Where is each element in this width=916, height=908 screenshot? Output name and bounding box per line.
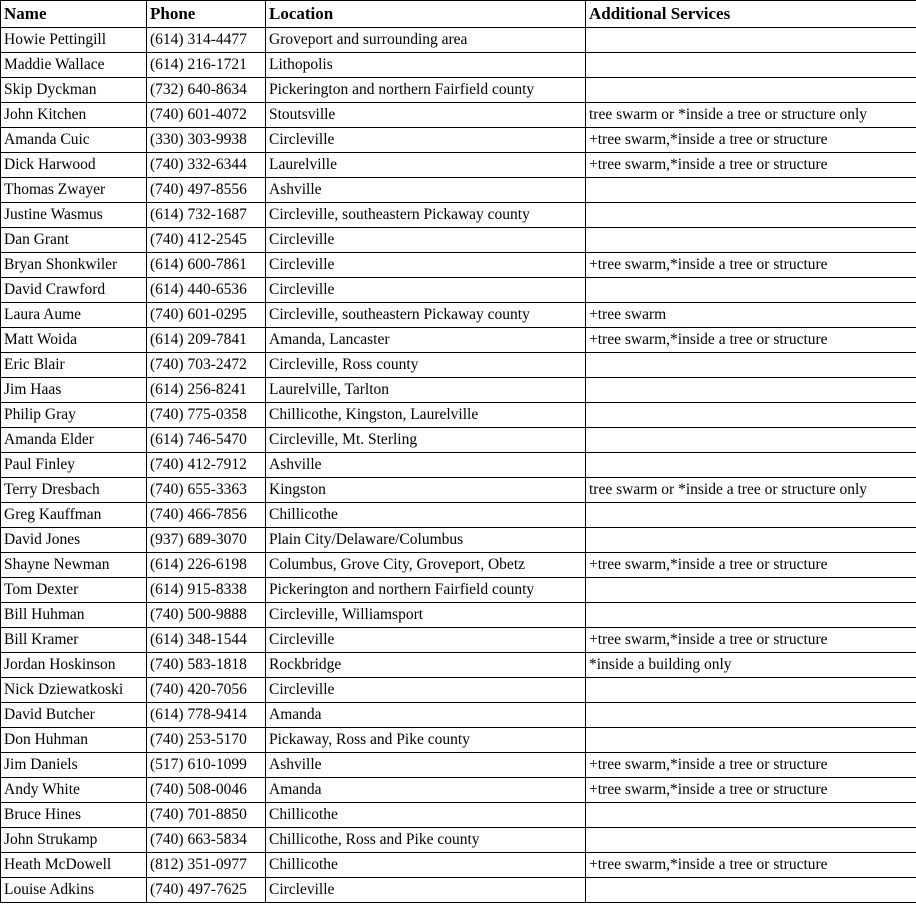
name-cell: David Crawford xyxy=(1,278,147,303)
services-cell xyxy=(586,403,916,428)
phone-cell: (740) 466-7856 xyxy=(147,503,266,528)
phone-cell: (614) 348-1544 xyxy=(147,628,266,653)
services-cell: tree swarm or *inside a tree or structure only xyxy=(586,478,916,503)
phone-cell: (740) 663-5834 xyxy=(147,828,266,853)
location-cell: Amanda, Lancaster xyxy=(266,328,586,353)
services-cell: +tree swarm xyxy=(586,303,916,328)
name-cell: Bill Kramer xyxy=(1,628,147,653)
table-row xyxy=(1,253,916,278)
table-row xyxy=(1,753,916,778)
location-cell: Pickaway, Ross and Pike county xyxy=(266,728,586,753)
name-cell: Don Huhman xyxy=(1,728,147,753)
location-cell: Plain City/Delaware/Columbus xyxy=(266,528,586,553)
table-row xyxy=(1,78,916,103)
location-cell: Circleville xyxy=(266,878,586,903)
location-cell: Chillicothe, Ross and Pike county xyxy=(266,828,586,853)
name-cell: Bruce Hines xyxy=(1,803,147,828)
services-cell: +tree swarm,*inside a tree or structure xyxy=(586,853,916,878)
phone-cell: (614) 915-8338 xyxy=(147,578,266,603)
column-header-services: Additional Services xyxy=(586,1,916,28)
services-cell xyxy=(586,503,916,528)
table-row xyxy=(1,803,916,828)
services-cell: +tree swarm,*inside a tree or structure xyxy=(586,253,916,278)
services-cell xyxy=(586,578,916,603)
table-body xyxy=(1,28,916,903)
name-cell: Tom Dexter xyxy=(1,578,147,603)
location-cell: Amanda xyxy=(266,703,586,728)
table-row xyxy=(1,378,916,403)
table-row xyxy=(1,653,916,678)
services-cell xyxy=(586,278,916,303)
name-cell: Justine Wasmus xyxy=(1,203,147,228)
phone-cell: (614) 732-1687 xyxy=(147,203,266,228)
services-cell xyxy=(586,678,916,703)
name-cell: Laura Aume xyxy=(1,303,147,328)
phone-cell: (937) 689-3070 xyxy=(147,528,266,553)
name-cell: Andy White xyxy=(1,778,147,803)
column-header-name: Name xyxy=(1,1,147,28)
phone-cell: (740) 601-4072 xyxy=(147,103,266,128)
table-row xyxy=(1,478,916,503)
location-cell: Stoutsville xyxy=(266,103,586,128)
table-row xyxy=(1,128,916,153)
location-cell: Lithopolis xyxy=(266,53,586,78)
services-cell xyxy=(586,728,916,753)
column-header-phone: Phone xyxy=(147,1,266,28)
name-cell: David Jones xyxy=(1,528,147,553)
phone-cell: (740) 500-9888 xyxy=(147,603,266,628)
location-cell: Ashville xyxy=(266,753,586,778)
services-cell xyxy=(586,178,916,203)
table-row xyxy=(1,303,916,328)
location-cell: Chillicothe, Kingston, Laurelville xyxy=(266,403,586,428)
phone-cell: (614) 216-1721 xyxy=(147,53,266,78)
phone-cell: (740) 508-0046 xyxy=(147,778,266,803)
services-cell: +tree swarm,*inside a tree or structure xyxy=(586,553,916,578)
location-cell: Circleville, southeastern Pickaway county xyxy=(266,203,586,228)
phone-cell: (330) 303-9938 xyxy=(147,128,266,153)
table-row xyxy=(1,278,916,303)
services-cell: +tree swarm,*inside a tree or structure xyxy=(586,128,916,153)
services-cell: *inside a building only xyxy=(586,653,916,678)
phone-cell: (740) 412-2545 xyxy=(147,228,266,253)
name-cell: Thomas Zwayer xyxy=(1,178,147,203)
name-cell: Howie Pettingill xyxy=(1,28,147,53)
table-row xyxy=(1,428,916,453)
services-cell xyxy=(586,428,916,453)
location-cell: Pickerington and northern Fairfield county xyxy=(266,578,586,603)
phone-cell: (740) 701-8850 xyxy=(147,803,266,828)
location-cell: Chillicothe xyxy=(266,503,586,528)
column-header-location: Location xyxy=(266,1,586,28)
name-cell: Heath McDowell xyxy=(1,853,147,878)
table-row xyxy=(1,553,916,578)
name-cell: Paul Finley xyxy=(1,453,147,478)
phone-cell: (740) 332-6344 xyxy=(147,153,266,178)
name-cell: Terry Dresbach xyxy=(1,478,147,503)
table-row xyxy=(1,328,916,353)
phone-cell: (740) 775-0358 xyxy=(147,403,266,428)
table-row xyxy=(1,503,916,528)
name-cell: Jim Daniels xyxy=(1,753,147,778)
header-row xyxy=(1,1,916,28)
location-cell: Circleville, Mt. Sterling xyxy=(266,428,586,453)
location-cell: Laurelville, Tarlton xyxy=(266,378,586,403)
name-cell: Maddie Wallace xyxy=(1,53,147,78)
table-row xyxy=(1,778,916,803)
phone-cell: (614) 746-5470 xyxy=(147,428,266,453)
services-cell xyxy=(586,353,916,378)
services-cell: +tree swarm,*inside a tree or structure xyxy=(586,778,916,803)
services-cell xyxy=(586,803,916,828)
table-row xyxy=(1,203,916,228)
table-row xyxy=(1,453,916,478)
name-cell: Dan Grant xyxy=(1,228,147,253)
table-row xyxy=(1,853,916,878)
services-cell: tree swarm or *inside a tree or structure only xyxy=(586,103,916,128)
table-row xyxy=(1,178,916,203)
table-row xyxy=(1,878,916,903)
table-row xyxy=(1,603,916,628)
table-row xyxy=(1,728,916,753)
name-cell: Greg Kauffman xyxy=(1,503,147,528)
table-row xyxy=(1,703,916,728)
table-row xyxy=(1,528,916,553)
table-row xyxy=(1,103,916,128)
phone-cell: (517) 610-1099 xyxy=(147,753,266,778)
name-cell: Jordan Hoskinson xyxy=(1,653,147,678)
phone-cell: (614) 209-7841 xyxy=(147,328,266,353)
name-cell: Amanda Cuic xyxy=(1,128,147,153)
name-cell: Shayne Newman xyxy=(1,553,147,578)
table-header xyxy=(1,1,916,28)
name-cell: John Strukamp xyxy=(1,828,147,853)
location-cell: Kingston xyxy=(266,478,586,503)
services-cell: +tree swarm,*inside a tree or structure xyxy=(586,753,916,778)
table-row xyxy=(1,353,916,378)
location-cell: Circleville xyxy=(266,628,586,653)
phone-cell: (614) 256-8241 xyxy=(147,378,266,403)
services-cell: +tree swarm,*inside a tree or structure xyxy=(586,628,916,653)
location-cell: Rockbridge xyxy=(266,653,586,678)
services-cell xyxy=(586,453,916,478)
services-cell xyxy=(586,703,916,728)
table-row xyxy=(1,678,916,703)
table-row xyxy=(1,628,916,653)
table-row xyxy=(1,578,916,603)
phone-cell: (740) 601-0295 xyxy=(147,303,266,328)
location-cell: Ashville xyxy=(266,178,586,203)
phone-cell: (740) 497-8556 xyxy=(147,178,266,203)
phone-cell: (740) 412-7912 xyxy=(147,453,266,478)
name-cell: Bryan Shonkwiler xyxy=(1,253,147,278)
services-cell xyxy=(586,528,916,553)
phone-cell: (740) 703-2472 xyxy=(147,353,266,378)
services-cell: +tree swarm,*inside a tree or structure xyxy=(586,153,916,178)
phone-cell: (740) 583-1818 xyxy=(147,653,266,678)
table-row xyxy=(1,403,916,428)
name-cell: Amanda Elder xyxy=(1,428,147,453)
phone-cell: (614) 314-4477 xyxy=(147,28,266,53)
services-cell xyxy=(586,878,916,903)
phone-cell: (812) 351-0977 xyxy=(147,853,266,878)
table-row xyxy=(1,228,916,253)
services-cell xyxy=(586,603,916,628)
services-cell xyxy=(586,53,916,78)
phone-cell: (740) 253-5170 xyxy=(147,728,266,753)
phone-cell: (732) 640-8634 xyxy=(147,78,266,103)
location-cell: Columbus, Grove City, Groveport, Obetz xyxy=(266,553,586,578)
location-cell: Pickerington and northern Fairfield county xyxy=(266,78,586,103)
location-cell: Circleville xyxy=(266,678,586,703)
name-cell: Louise Adkins xyxy=(1,878,147,903)
table-row xyxy=(1,828,916,853)
name-cell: Nick Dziewatkoski xyxy=(1,678,147,703)
name-cell: Eric Blair xyxy=(1,353,147,378)
name-cell: David Butcher xyxy=(1,703,147,728)
services-cell xyxy=(586,28,916,53)
name-cell: Philip Gray xyxy=(1,403,147,428)
location-cell: Circleville xyxy=(266,228,586,253)
name-cell: Matt Woida xyxy=(1,328,147,353)
phone-cell: (740) 497-7625 xyxy=(147,878,266,903)
name-cell: John Kitchen xyxy=(1,103,147,128)
table-row xyxy=(1,153,916,178)
name-cell: Dick Harwood xyxy=(1,153,147,178)
phone-cell: (614) 600-7861 xyxy=(147,253,266,278)
phone-cell: (614) 778-9414 xyxy=(147,703,266,728)
location-cell: Chillicothe xyxy=(266,853,586,878)
location-cell: Circleville, Ross county xyxy=(266,353,586,378)
table-row xyxy=(1,28,916,53)
location-cell: Chillicothe xyxy=(266,803,586,828)
location-cell: Circleville xyxy=(266,128,586,153)
services-cell xyxy=(586,828,916,853)
services-cell xyxy=(586,203,916,228)
location-cell: Laurelville xyxy=(266,153,586,178)
phone-cell: (614) 226-6198 xyxy=(147,553,266,578)
location-cell: Circleville xyxy=(266,278,586,303)
name-cell: Jim Haas xyxy=(1,378,147,403)
name-cell: Skip Dyckman xyxy=(1,78,147,103)
phone-cell: (740) 655-3363 xyxy=(147,478,266,503)
phone-cell: (614) 440-6536 xyxy=(147,278,266,303)
location-cell: Ashville xyxy=(266,453,586,478)
location-cell: Amanda xyxy=(266,778,586,803)
location-cell: Circleville, Williamsport xyxy=(266,603,586,628)
services-cell xyxy=(586,78,916,103)
location-cell: Circleville xyxy=(266,253,586,278)
table-row xyxy=(1,53,916,78)
services-cell xyxy=(586,228,916,253)
name-cell: Bill Huhman xyxy=(1,603,147,628)
location-cell: Groveport and surrounding area xyxy=(266,28,586,53)
location-cell: Circleville, southeastern Pickaway county xyxy=(266,303,586,328)
services-cell: +tree swarm,*inside a tree or structure xyxy=(586,328,916,353)
phone-cell: (740) 420-7056 xyxy=(147,678,266,703)
services-cell xyxy=(586,378,916,403)
